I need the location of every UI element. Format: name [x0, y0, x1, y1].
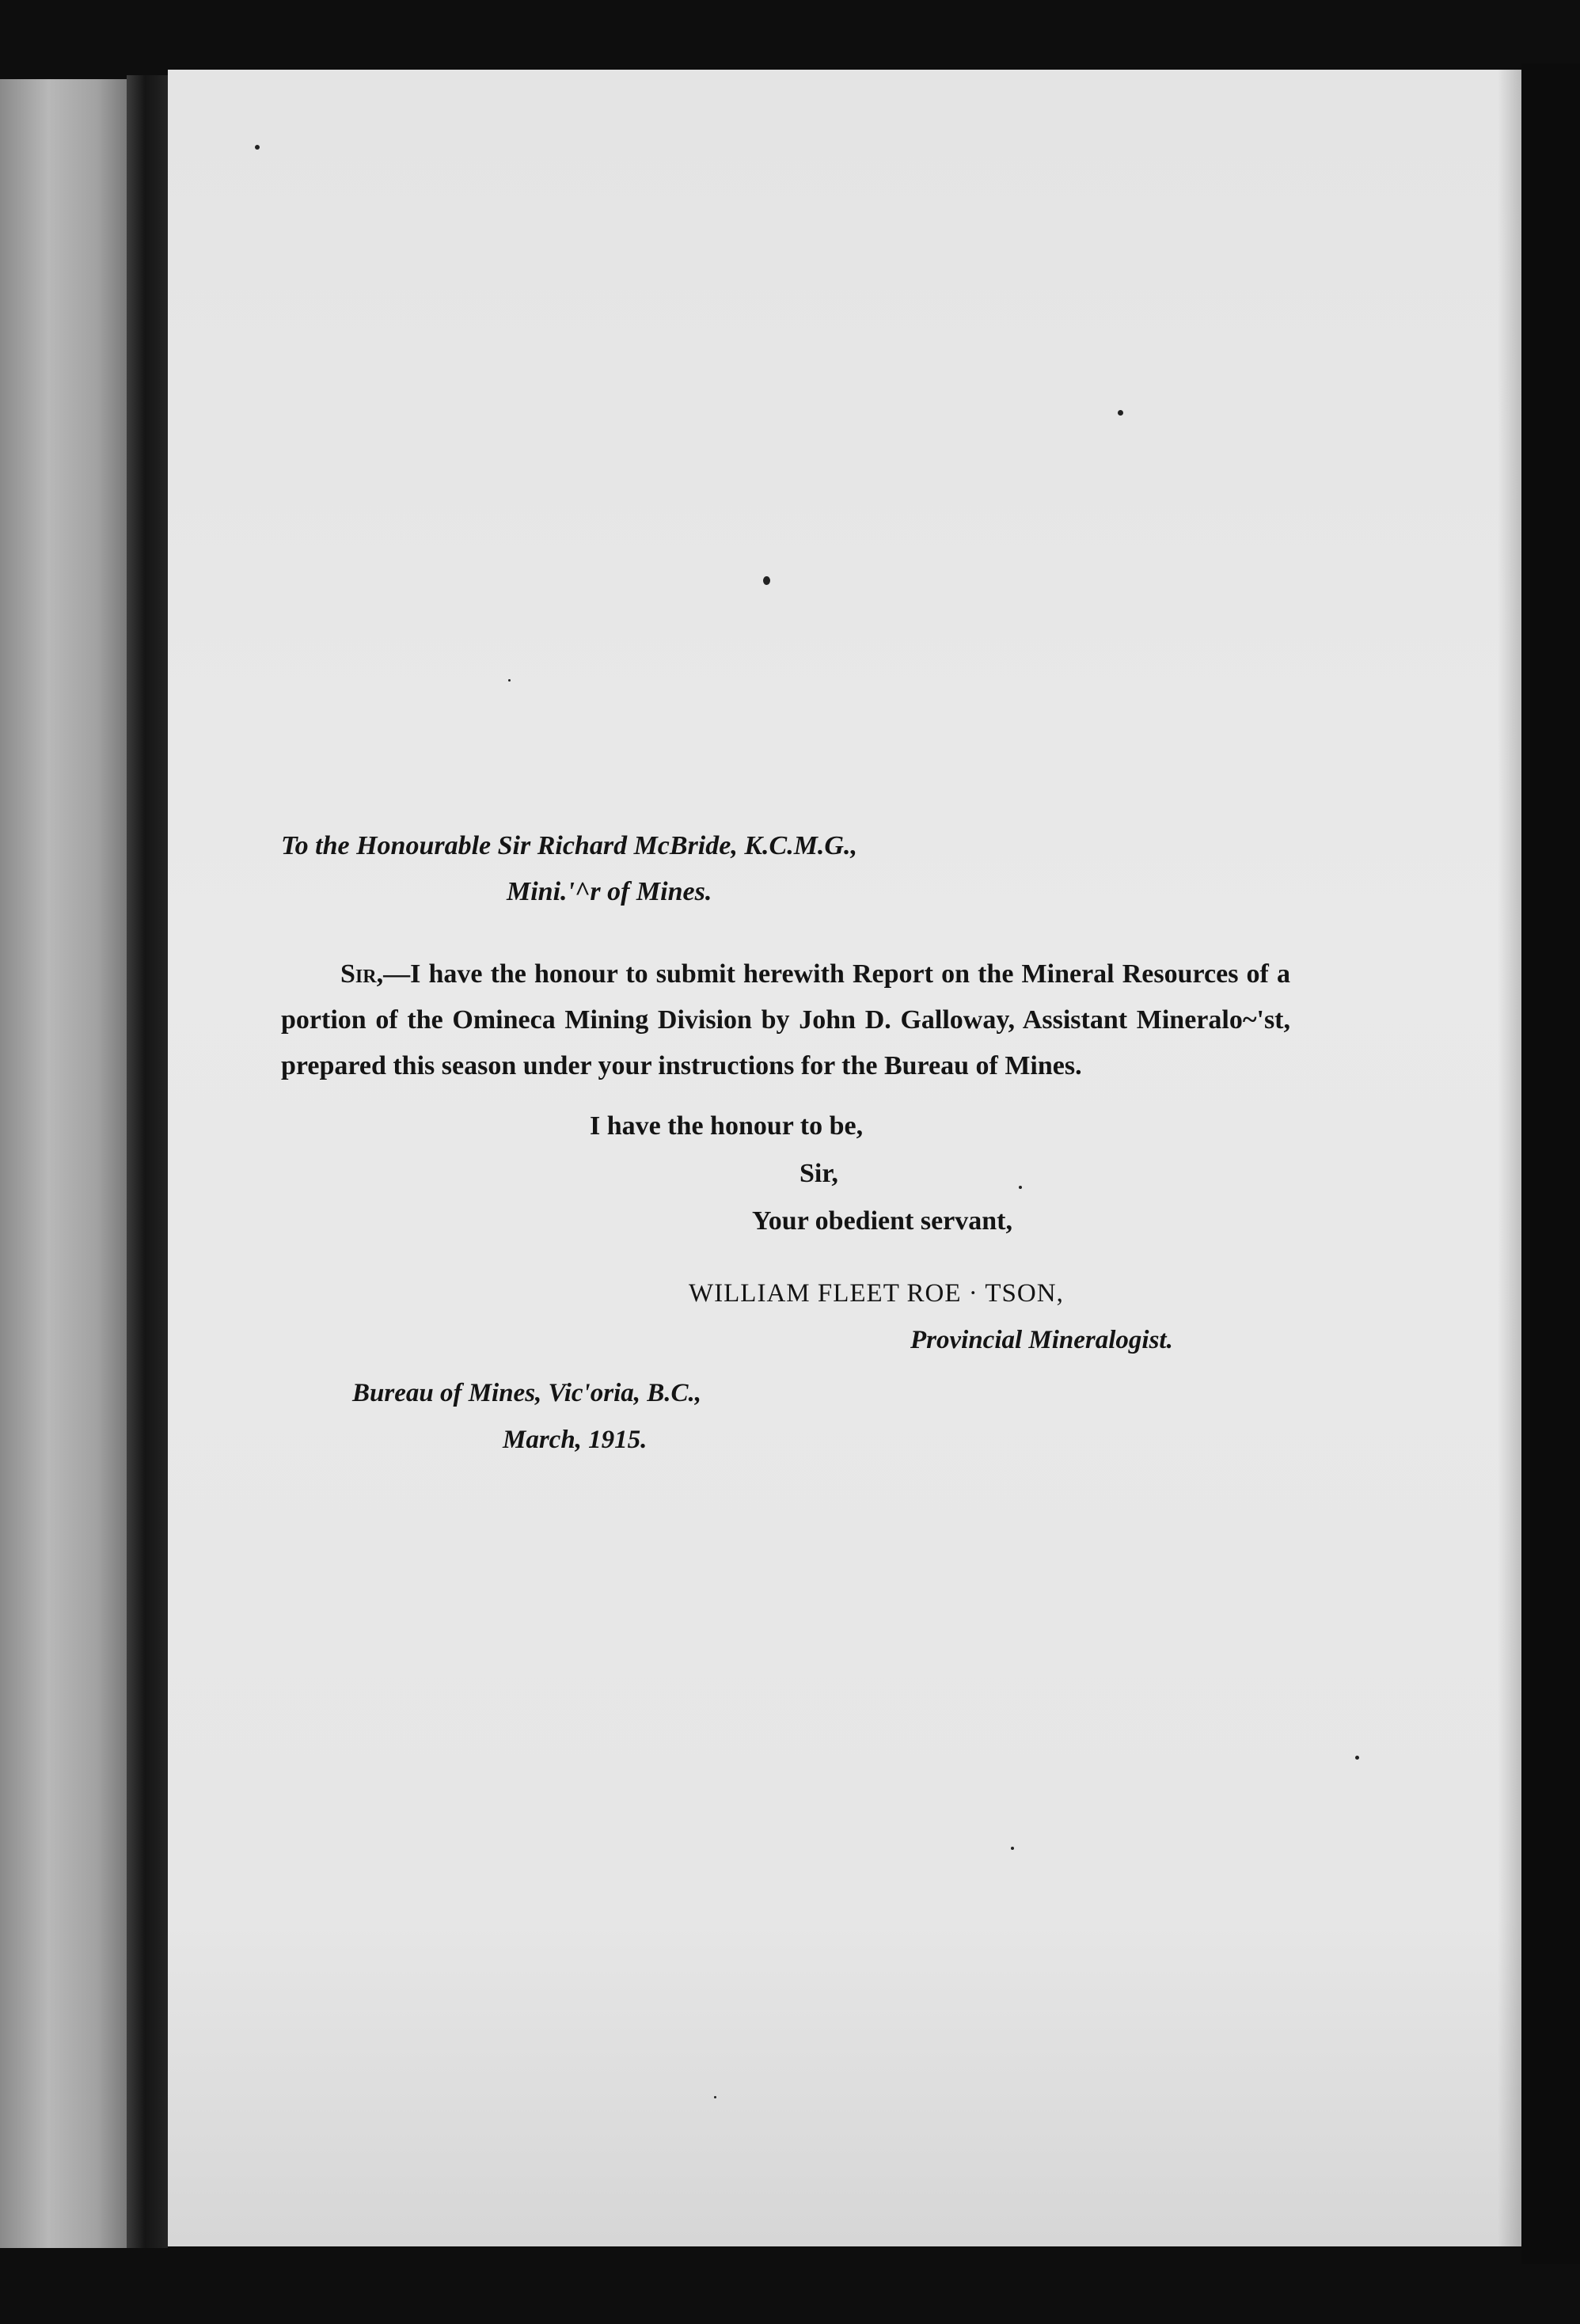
- speck: [1118, 410, 1123, 416]
- speck: [714, 2096, 716, 2098]
- book-spine-shadow: [127, 75, 168, 2248]
- body-paragraph: [281, 951, 1290, 1089]
- speck: [255, 145, 260, 150]
- speck: [763, 576, 770, 585]
- speck: [1011, 1847, 1014, 1850]
- closing-line-2: Sir,: [799, 1159, 838, 1188]
- closing-line-1: I have the honour to be,: [590, 1111, 864, 1141]
- right-border: [1521, 63, 1580, 2264]
- salutation: Sir,: [340, 959, 384, 989]
- facing-page-edge: [0, 79, 139, 2248]
- addressee-line-2: Mini.'^r of Mines.: [507, 877, 712, 906]
- place-line: Bureau of Mines, Vic'oria, B.C.,: [352, 1379, 702, 1407]
- letter-of-transmittal: [281, 831, 1294, 1455]
- closing-line-3: Your obedient servant,: [752, 1206, 1012, 1236]
- speck: [1355, 1756, 1359, 1760]
- signer-name: WILLIAM FLEET ROE · TSON,: [689, 1279, 1064, 1308]
- signer-title: Provincial Mineralogist.: [910, 1326, 1173, 1354]
- date-line: March, 1915.: [503, 1426, 648, 1454]
- addressee-line-1: To the Honourable Sir Richard McBride, K.C.M.G.,: [281, 831, 857, 860]
- body-text: —I have the honour to submit herewith Report on the Mineral Resources of a portion of the Omineca Mining Division by John D. Galloway, Assistant Mineralo~'st, prepared this season under your instructions for the Bureau of Mines.: [281, 959, 1290, 1080]
- speck: [508, 679, 511, 682]
